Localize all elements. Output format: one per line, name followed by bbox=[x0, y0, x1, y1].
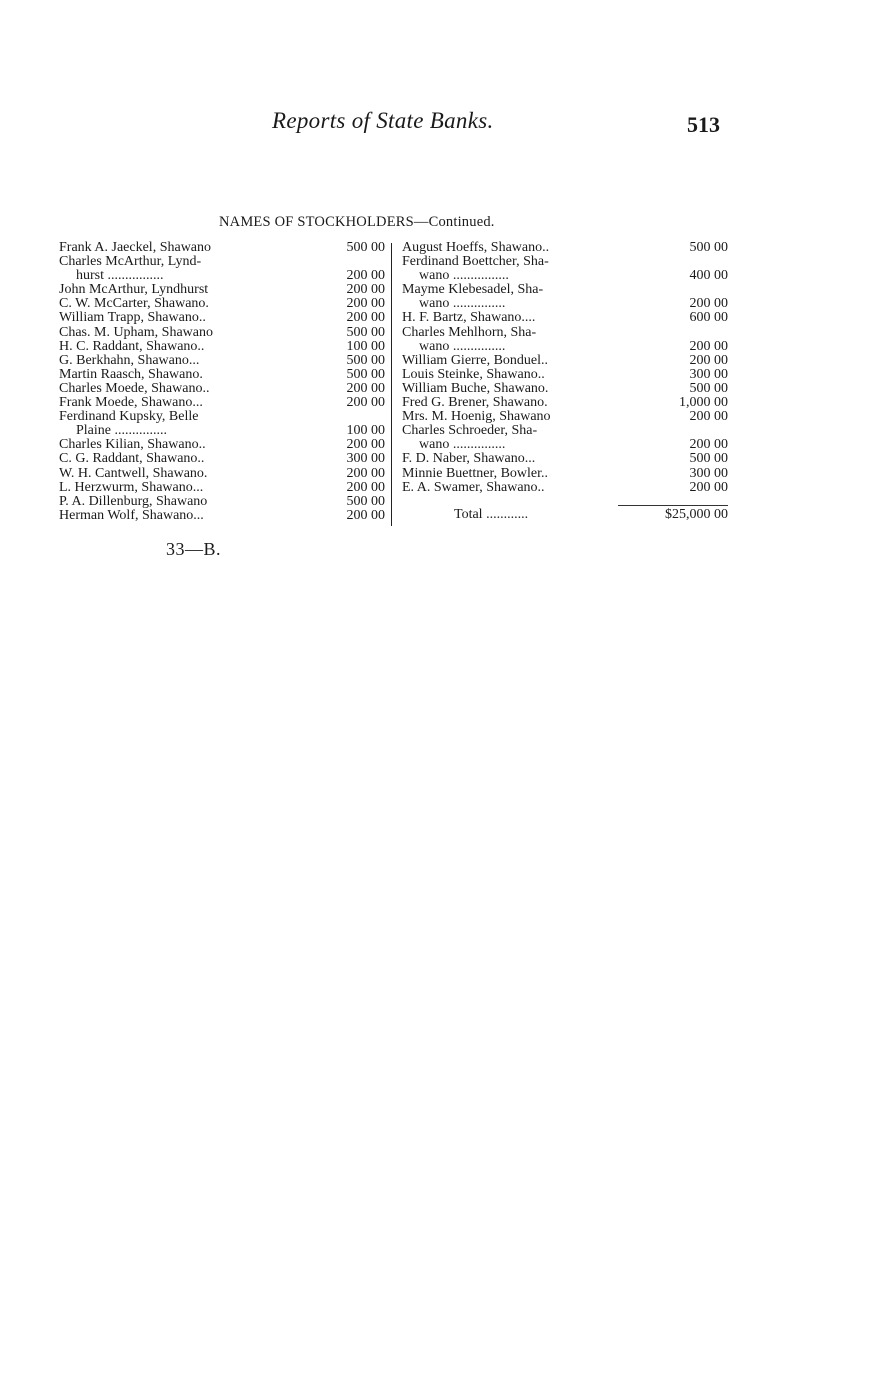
stockholder-row bbox=[59, 495, 385, 509]
stockholder-name: Frank Moede, Shawano... bbox=[59, 396, 203, 411]
stockholder-name: P. A. Dillenburg, Shawano bbox=[59, 494, 208, 509]
column-divider bbox=[391, 243, 392, 526]
share-amount: 200 00 bbox=[689, 479, 728, 495]
total-label: Total ............ bbox=[454, 506, 529, 522]
share-amount: 200 00 bbox=[689, 296, 728, 312]
stockholder-name: F. D. Naber, Shawano... bbox=[402, 452, 536, 467]
stockholder-row bbox=[59, 467, 385, 481]
stockholder-name: August Hoeffs, Shawano.. bbox=[402, 241, 550, 255]
share-amount: 200 00 bbox=[346, 437, 385, 453]
stockholder-name: Charles Moede, Shawano.. bbox=[59, 381, 210, 396]
signature-mark: 33—B. bbox=[166, 539, 222, 559]
share-amount: 500 00 bbox=[689, 451, 728, 467]
stockholder-row bbox=[59, 354, 385, 368]
share-amount: 200 00 bbox=[689, 409, 728, 425]
share-amount: 500 00 bbox=[346, 366, 385, 382]
stockholder-row bbox=[402, 452, 728, 466]
stockholder-row bbox=[402, 368, 728, 382]
stockholder-name: G. Berkhahn, Shawano... bbox=[59, 353, 200, 368]
stockholder-name: wano ................ bbox=[419, 269, 509, 284]
stockholder-row-continuation bbox=[402, 340, 728, 354]
stockholder-row-continuation bbox=[402, 269, 728, 283]
stockholder-row bbox=[402, 481, 728, 495]
stockholder-name: Fred G. Brener, Shawano. bbox=[402, 396, 548, 411]
stockholder-name: wano ............... bbox=[419, 339, 506, 354]
stockholder-name: Charles Mehlhorn, Sha- bbox=[402, 325, 537, 340]
stockholder-row bbox=[402, 283, 728, 297]
stockholder-name: Mrs. M. Hoenig, Shawano bbox=[402, 410, 551, 425]
stockholder-row bbox=[59, 241, 385, 255]
share-amount: 200 00 bbox=[346, 380, 385, 396]
stockholder-row bbox=[402, 354, 728, 368]
share-amount: 400 00 bbox=[689, 268, 728, 284]
stockholder-row bbox=[402, 311, 728, 325]
stockholder-row bbox=[402, 424, 728, 438]
share-amount: 200 00 bbox=[346, 507, 385, 523]
stockholder-name: Frank A. Jaeckel, Shawano bbox=[59, 241, 212, 255]
share-amount: 200 00 bbox=[346, 395, 385, 411]
share-amount: 200 00 bbox=[346, 465, 385, 481]
stockholder-name: Mayme Klebesadel, Sha- bbox=[402, 283, 544, 298]
stockholder-row bbox=[59, 509, 385, 523]
share-amount: 200 00 bbox=[346, 282, 385, 298]
share-amount: 1,000 00 bbox=[679, 395, 728, 411]
stockholder-name: Charles McArthur, Lynd- bbox=[59, 255, 202, 270]
stockholder-name: John McArthur, Lyndhurst bbox=[59, 283, 209, 298]
stockholder-name: H. C. Raddant, Shawano.. bbox=[59, 339, 205, 354]
stockholder-name: Ferdinand Boettcher, Sha- bbox=[402, 255, 549, 270]
stockholder-name: Ferdinand Kupsky, Belle bbox=[59, 410, 199, 425]
stockholder-name: Herman Wolf, Shawano... bbox=[59, 508, 204, 523]
total-row bbox=[402, 505, 728, 522]
stockholder-list-left bbox=[59, 241, 385, 523]
stockholder-name: Louis Steinke, Shawano.. bbox=[402, 367, 545, 382]
total-amount: $25,000 00 bbox=[618, 505, 728, 522]
share-amount: 100 00 bbox=[346, 423, 385, 439]
stockholder-row bbox=[59, 452, 385, 466]
stockholder-row bbox=[402, 382, 728, 396]
stockholder-row bbox=[59, 368, 385, 382]
share-amount: 300 00 bbox=[689, 465, 728, 481]
stockholder-row bbox=[59, 438, 385, 452]
share-amount: 300 00 bbox=[689, 366, 728, 382]
stockholder-name: L. Herzwurm, Shawano... bbox=[59, 480, 204, 495]
stockholder-name: William Gierre, Bonduel.. bbox=[402, 353, 549, 368]
stockholder-name: wano ............... bbox=[419, 297, 506, 312]
share-amount: 200 00 bbox=[346, 310, 385, 326]
stockholder-row bbox=[402, 241, 728, 255]
stockholder-row bbox=[59, 382, 385, 396]
stockholder-row bbox=[59, 396, 385, 410]
share-amount: 500 00 bbox=[346, 324, 385, 340]
share-amount: 600 00 bbox=[689, 310, 728, 326]
section-title: NAMES OF STOCKHOLDERS—Continued. bbox=[219, 214, 495, 230]
share-amount: 200 00 bbox=[346, 479, 385, 495]
stockholder-row bbox=[402, 410, 728, 424]
stockholder-name: E. A. Swamer, Shawano.. bbox=[402, 480, 545, 495]
stockholder-row-continuation bbox=[402, 438, 728, 452]
stockholder-row bbox=[402, 326, 728, 340]
stockholder-name: Charles Kilian, Shawano.. bbox=[59, 438, 206, 453]
page-number: 513 bbox=[687, 112, 720, 137]
stockholder-row bbox=[59, 297, 385, 311]
stockholder-name: Martin Raasch, Shawano. bbox=[59, 367, 203, 382]
stockholder-row bbox=[59, 326, 385, 340]
stockholder-name: hurst ................ bbox=[76, 269, 164, 284]
stockholder-row bbox=[402, 396, 728, 410]
stockholder-row-continuation bbox=[59, 424, 385, 438]
stockholder-name: wano ............... bbox=[419, 438, 506, 453]
stockholder-name: C. G. Raddant, Shawano.. bbox=[59, 452, 205, 467]
stockholder-row bbox=[402, 255, 728, 269]
stockholder-name: Chas. M. Upham, Shawano bbox=[59, 325, 213, 340]
share-amount: 500 00 bbox=[689, 380, 728, 396]
stockholder-row bbox=[59, 255, 385, 269]
share-amount: 300 00 bbox=[346, 451, 385, 467]
share-amount: 500 00 bbox=[346, 493, 385, 509]
stockholder-row bbox=[59, 311, 385, 325]
share-amount: 200 00 bbox=[689, 352, 728, 368]
stockholder-row bbox=[59, 283, 385, 297]
stockholder-name: Minnie Buettner, Bowler.. bbox=[402, 466, 549, 481]
stockholder-list-right bbox=[402, 241, 728, 522]
stockholder-row-continuation bbox=[59, 269, 385, 283]
running-head: Reports of State Banks. bbox=[272, 108, 494, 133]
share-amount: 200 00 bbox=[346, 268, 385, 284]
share-amount: 100 00 bbox=[346, 338, 385, 354]
stockholder-name: William Buche, Shawano. bbox=[402, 381, 549, 396]
stockholder-name: W. H. Cantwell, Shawano. bbox=[59, 466, 208, 481]
share-amount: 200 00 bbox=[689, 437, 728, 453]
stockholder-name: William Trapp, Shawano.. bbox=[59, 311, 206, 326]
stockholder-row bbox=[59, 481, 385, 495]
share-amount: 500 00 bbox=[689, 240, 728, 255]
stockholder-row bbox=[59, 410, 385, 424]
stockholder-name: Charles Schroeder, Sha- bbox=[402, 424, 538, 439]
stockholder-name: C. W. McCarter, Shawano. bbox=[59, 297, 209, 312]
stockholder-row bbox=[402, 467, 728, 481]
stockholder-name: H. F. Bartz, Shawano.... bbox=[402, 311, 536, 326]
share-amount: 500 00 bbox=[346, 352, 385, 368]
stockholder-name: Plaine ............... bbox=[76, 424, 167, 439]
share-amount: 200 00 bbox=[689, 338, 728, 354]
share-amount: 200 00 bbox=[346, 296, 385, 312]
share-amount: 500 00 bbox=[346, 240, 385, 255]
stockholder-row-continuation bbox=[402, 297, 728, 311]
stockholder-row bbox=[59, 340, 385, 354]
